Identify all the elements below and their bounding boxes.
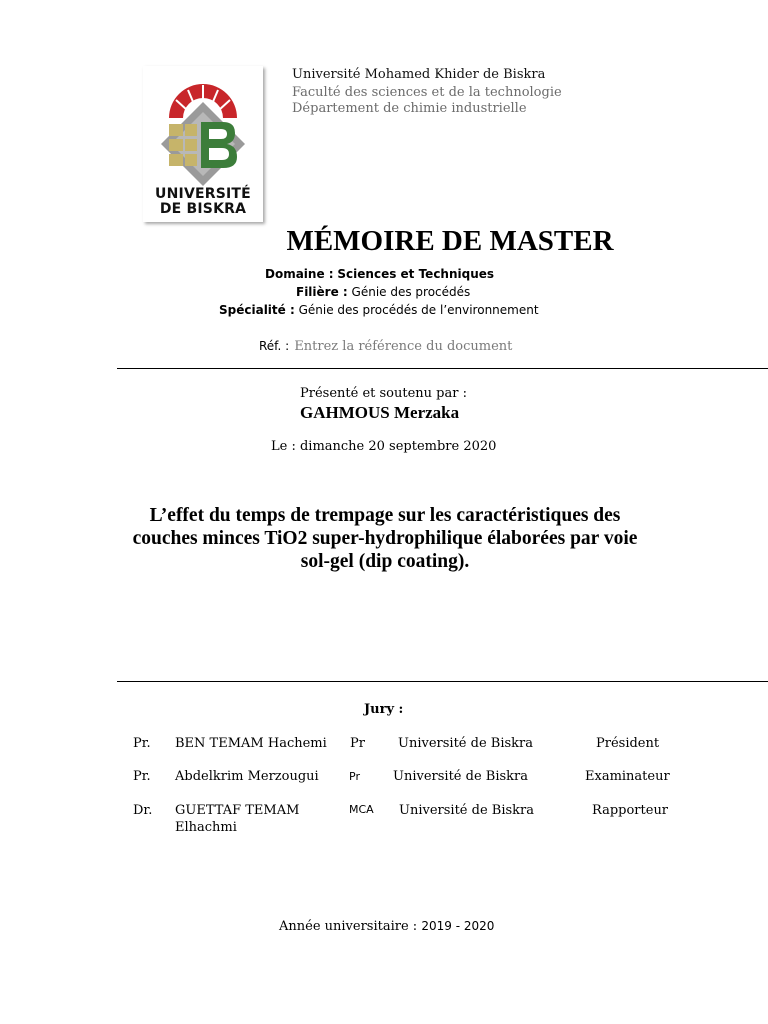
author-name: GAHMOUS Merzaka: [300, 403, 460, 422]
specialite-value: Génie des procédés de l’environnement: [298, 303, 539, 317]
thesis-title: L’effet du temps de trempage sur les caractéristiques des couches minces TiO2 super-hydrophilique élaborées par voie sol-gel (dip coating).: [132, 505, 638, 572]
jury-title: Pr.: [133, 736, 151, 751]
jury-title: Dr.: [133, 803, 153, 818]
logo-text-line1: UNIVERSITÉ: [155, 186, 251, 202]
faculty-name: Faculté des sciences et de la technologie: [292, 85, 562, 100]
jury-grade: Pr: [349, 770, 360, 783]
department-name: Département de chimie industrielle: [292, 101, 527, 116]
jury-name-line2: Elhachmi: [175, 820, 237, 835]
reference-line: [259, 335, 512, 354]
logo-text-line2: DE BISKRA: [159, 201, 247, 217]
defense-date: Le : dimanche 20 septembre 2020: [271, 439, 497, 454]
academic-year-value: 2019 - 2020: [421, 919, 495, 933]
university-logo: [143, 66, 263, 222]
divider-bottom: [117, 681, 768, 682]
jury-institution: Université de Biskra: [398, 736, 533, 751]
jury-heading: Jury :: [364, 702, 404, 717]
academic-year: [279, 919, 494, 934]
jury-name: Abdelkrim Merzougui: [175, 769, 319, 784]
domaine-line: [265, 267, 494, 281]
jury-name-line1: GUETTAF TEMAM: [175, 803, 300, 818]
reference-label: Réf. :: [259, 339, 290, 353]
academic-year-label: Année universitaire :: [279, 919, 418, 934]
jury-role: Président: [596, 736, 660, 751]
domaine-label: Domaine :: [265, 267, 334, 281]
specialite-label: Spécialité :: [219, 303, 295, 317]
jury-institution: Université de Biskra: [399, 803, 534, 818]
filiere-label: Filière :: [296, 285, 348, 299]
reference-field[interactable]: Entrez la référence du document: [294, 339, 513, 354]
jury-grade: MCA: [349, 803, 374, 816]
jury-name: BEN TEMAM Hachemi: [175, 736, 327, 751]
jury-role: Rapporteur: [592, 803, 669, 818]
jury-grade: Pr: [350, 736, 365, 751]
presented-label: Présenté et soutenu par :: [300, 386, 467, 401]
specialite-line: [219, 303, 539, 317]
document-title: MÉMOIRE DE MASTER: [286, 225, 614, 257]
filiere-line: [296, 285, 470, 299]
filiere-value: Génie des procédés: [351, 285, 471, 299]
domaine-value: Sciences et Techniques: [337, 267, 495, 281]
jury-role: Examinateur: [585, 769, 670, 784]
jury-institution: Université de Biskra: [393, 769, 528, 784]
university-name: Université Mohamed Khider de Biskra: [292, 67, 546, 82]
divider-top: [117, 368, 768, 369]
jury-title: Pr.: [133, 769, 151, 784]
